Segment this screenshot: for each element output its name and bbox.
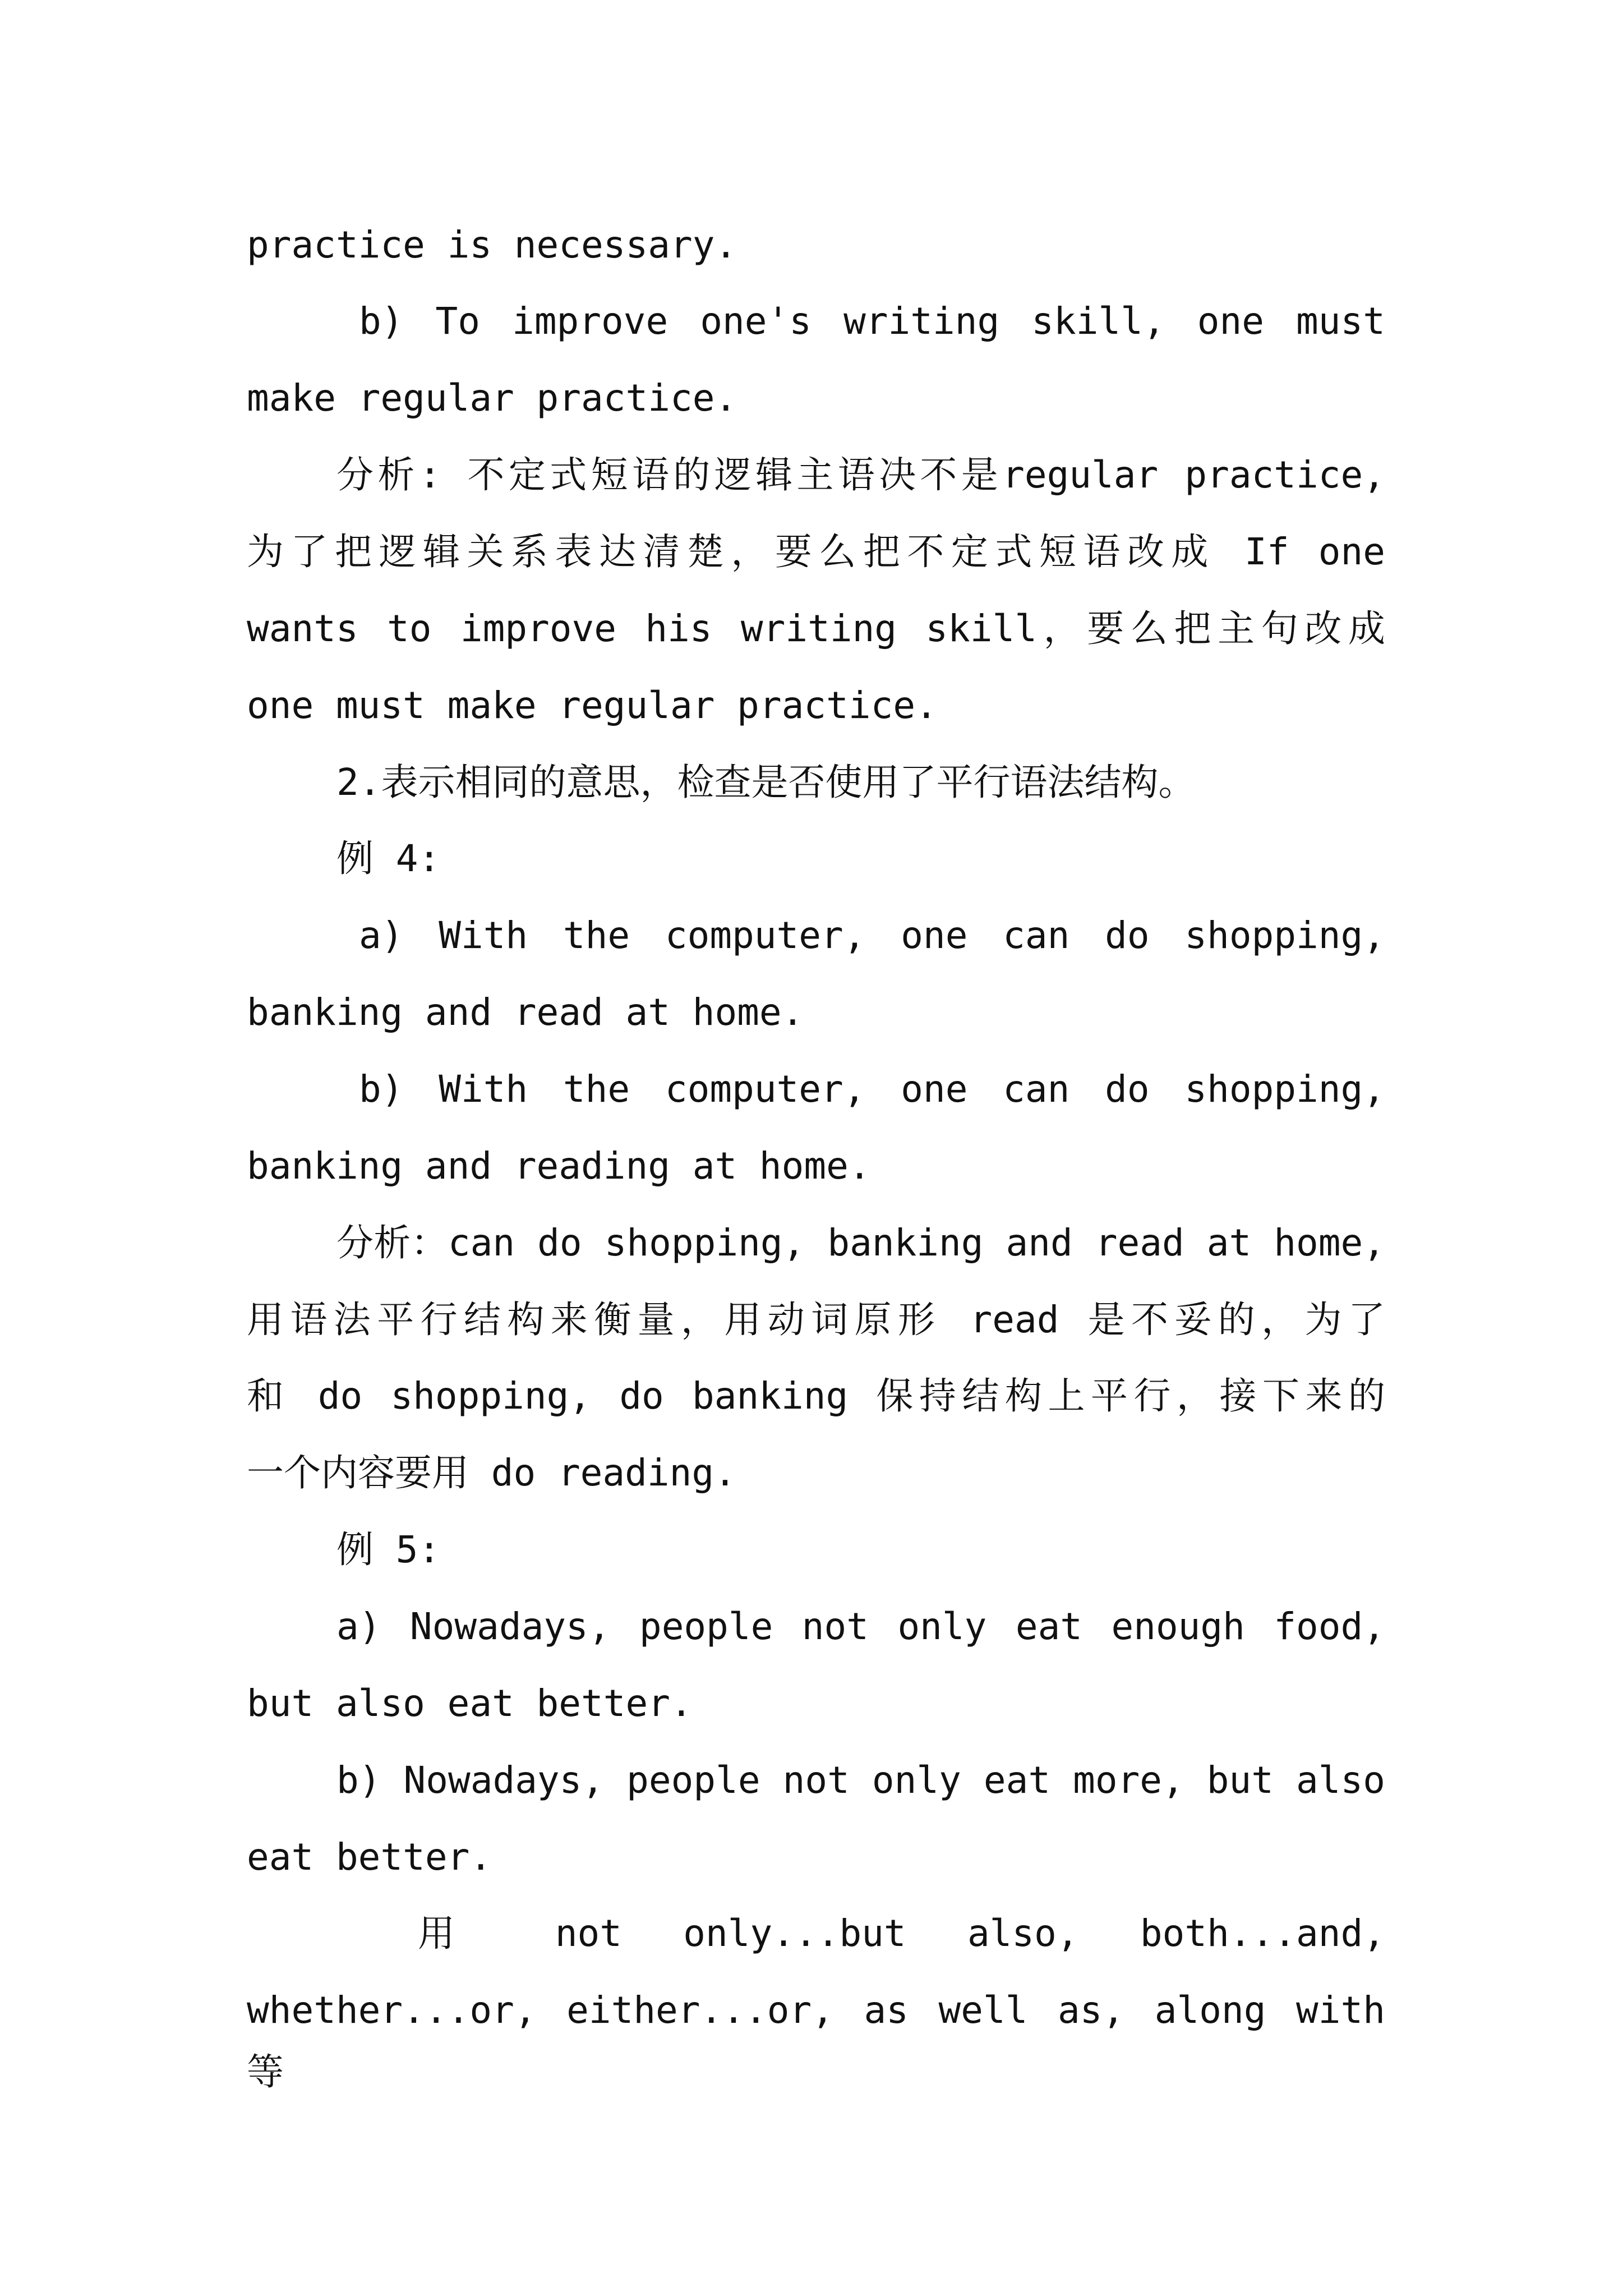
- text-line: a) Nowadays, people not only eat enough food,: [336, 1605, 1385, 1648]
- text-line: banking and reading at home.: [247, 1144, 871, 1188]
- text-line: 分析：can do shopping, banking and read at home,: [336, 1221, 1385, 1264]
- text-line: banking and read at home.: [247, 991, 804, 1034]
- text-line: one must make regular practice.: [247, 684, 938, 727]
- text-line: but also eat better.: [247, 1682, 693, 1725]
- text-line: b) Nowadays, people not only eat more, but also: [336, 1759, 1385, 1802]
- text-line: 例 4:: [336, 837, 441, 880]
- text-line: 为了把逻辑关系表达清楚，要么把不定式短语改成 If one: [247, 530, 1385, 573]
- text-line: practice is necessary.: [247, 223, 737, 266]
- text-line: 分析: 不定式短语的逻辑主语决不是regular practice,: [336, 453, 1385, 496]
- text-line: a) With the computer, one can do shopping,: [359, 914, 1385, 957]
- text-line: b) With the computer, one can do shopping,: [359, 1068, 1385, 1111]
- text-line: wants to improve his writing skill，要么把主句改成: [247, 607, 1385, 650]
- text-line: make regular practice.: [247, 376, 737, 420]
- text-line: 和 do shopping, do banking 保持结构上平行，接下来的: [247, 1374, 1385, 1418]
- text-line: 例 5:: [336, 1528, 441, 1571]
- text-line: 2.表示相同的意思，检查是否使用了平行语法结构。: [336, 761, 1196, 804]
- text-line: 用 not only...but also, both...and,: [418, 1912, 1385, 1955]
- text-line: 用语法平行结构来衡量，用动词原形 read 是不妥的，为了: [247, 1298, 1385, 1341]
- text-line: b) To improve one's writing skill, one must: [359, 300, 1385, 343]
- text-line: whether...or, either...or, as well as, along with 等: [247, 1989, 1385, 2093]
- text-line: 一个内容要用 do reading.: [247, 1451, 736, 1494]
- text-line: eat better.: [247, 1835, 492, 1879]
